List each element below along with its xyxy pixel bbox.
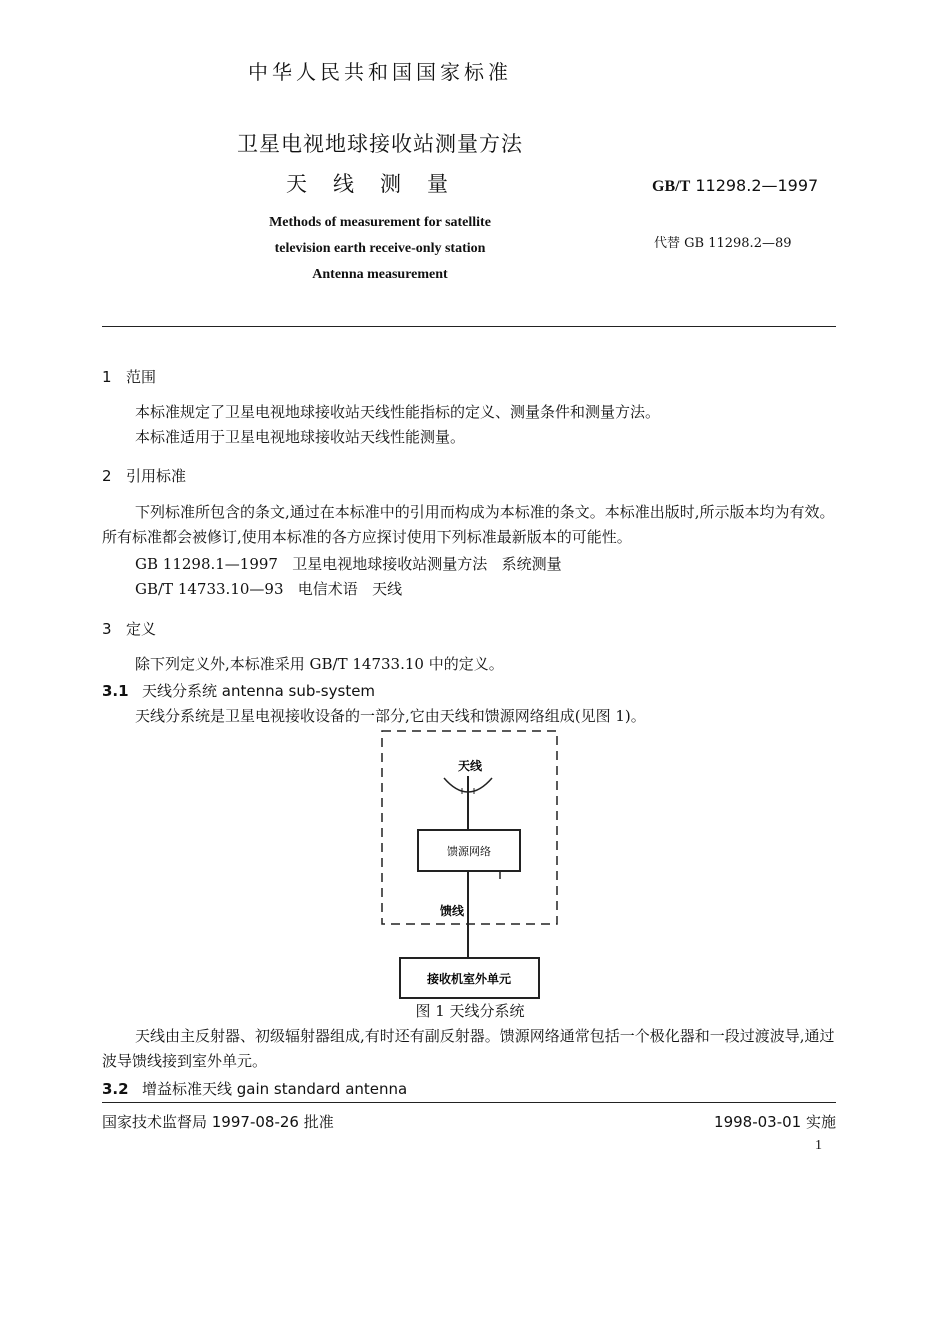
footer-divider bbox=[102, 1102, 836, 1103]
page-number: 1 bbox=[815, 1138, 822, 1153]
standard-code bbox=[652, 176, 818, 196]
section-1-title: 范围 bbox=[126, 368, 157, 386]
english-title-line-3: Antenna measurement bbox=[312, 267, 448, 282]
section-2-intro: 下列标准所包含的条文,通过在本标准中的引用而构成为本标准的条文。本标准出版时,所示版本均为有效。所有标准都会被修订,使用本标准的各方应探讨使用下列标准最新版本的可能性。 bbox=[102, 503, 835, 546]
subsection-3-1-title: 天线分系统 antenna sub-system bbox=[142, 682, 376, 700]
implementation-date: 1998-03-01 实施 bbox=[714, 1113, 836, 1131]
section-3-number: 3 bbox=[102, 620, 112, 638]
subsection-3-1-number: 3.1 bbox=[102, 682, 129, 700]
outdoor-unit-label: 接收机室外单元 bbox=[426, 972, 512, 986]
section-2-title: 引用标准 bbox=[126, 467, 187, 485]
section-3-heading bbox=[102, 618, 156, 639]
standard-code-number: 11298.2—1997 bbox=[695, 176, 819, 195]
feed-network-label: 馈源网络 bbox=[447, 845, 491, 858]
figure-antenna-subsystem bbox=[370, 728, 570, 1000]
subsection-3-2-title: 增益标准天线 gain standard antenna bbox=[142, 1080, 408, 1098]
english-title-line-1: Methods of measurement for satellite bbox=[269, 215, 491, 230]
standard-code-prefix: GB/T bbox=[652, 178, 691, 195]
section-3-title: 定义 bbox=[126, 620, 157, 638]
document-title: 卫星电视地球接收站测量方法 bbox=[237, 132, 523, 156]
subsection-3-1-after-text: 天线由主反射器、初级辐射器组成,有时还有副反射器。馈源网络通常包括一个极化器和一段过渡波导,通过波导馈线接到室外单元。 bbox=[102, 1027, 835, 1070]
section-1-number: 1 bbox=[102, 368, 112, 386]
replaces-note: 代替 GB 11298.2—89 bbox=[654, 236, 792, 251]
english-title-line-2: television earth receive-only station bbox=[274, 241, 486, 256]
section-1-paragraph-1: 本标准规定了卫星电视地球接收站天线性能指标的定义、测量条件和测量方法。 bbox=[135, 403, 661, 421]
subsection-3-1-heading bbox=[102, 680, 375, 701]
section-3-intro: 除下列定义外,本标准采用 GB/T 14733.10 中的定义。 bbox=[135, 655, 504, 673]
figure-1-caption: 图 1 天线分系统 bbox=[415, 1002, 525, 1020]
subsection-3-2-heading bbox=[102, 1078, 407, 1099]
approval-note: 国家技术监督局 1997-08-26 批准 bbox=[102, 1113, 334, 1131]
header-divider bbox=[102, 326, 836, 327]
subsection-3-2-number: 3.2 bbox=[102, 1080, 129, 1098]
document-subtitle: 天线测量 bbox=[286, 172, 474, 196]
subsection-3-1-text: 天线分系统是卫星电视接收设备的一部分,它由天线和馈源网络组成(见图 1)。 bbox=[135, 707, 646, 725]
reference-item-2: GB/T 14733.10—93 电信术语 天线 bbox=[135, 580, 403, 598]
section-2-heading bbox=[102, 465, 186, 486]
section-2-number: 2 bbox=[102, 467, 112, 485]
reference-item-1: GB 11298.1—1997 卫星电视地球接收站测量方法 系统测量 bbox=[135, 555, 562, 573]
national-standard-heading: 中华人民共和国国家标准 bbox=[248, 60, 512, 84]
antenna-label: 天线 bbox=[457, 759, 483, 773]
section-1-paragraph-2: 本标准适用于卫星电视地球接收站天线性能测量。 bbox=[135, 428, 466, 446]
section-1-heading bbox=[102, 366, 156, 387]
feeder-label: 馈线 bbox=[439, 904, 465, 918]
